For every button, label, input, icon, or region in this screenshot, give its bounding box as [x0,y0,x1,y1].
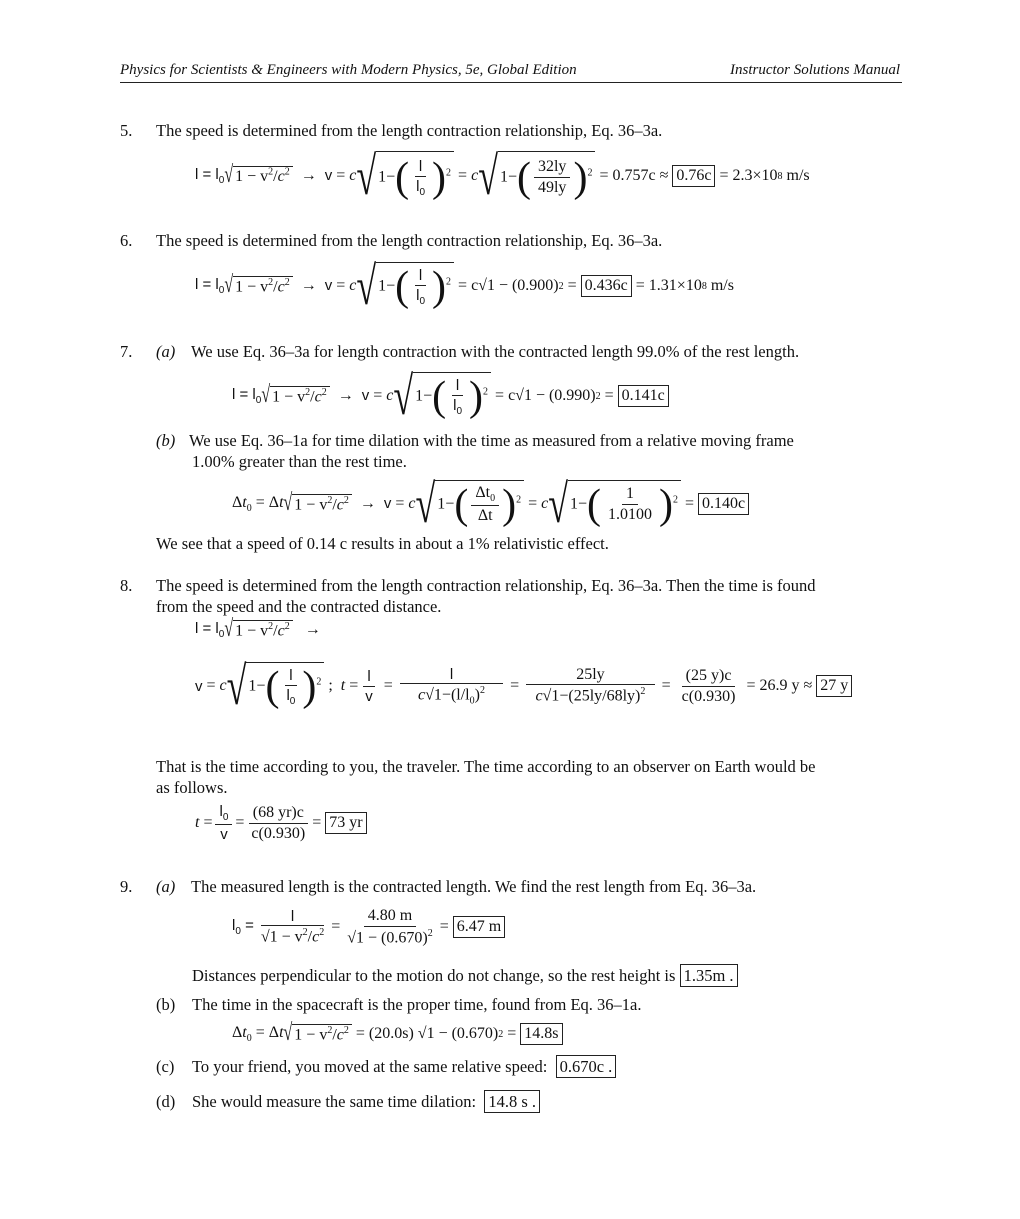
header-book-title: Physics for Scientists & Engineers with Modern Physics, 5e, Global Edition [120,62,577,78]
p8-num-expr: (25 y)c [682,667,736,687]
p5-frac-den: 49ly [537,179,567,196]
p7-conclusion: We see that a speed of 0.14 c results in about a 1% relativistic effect. [156,534,609,553]
p9a-equation: $l_0$ = $\frac{l}{√1 - v^2/c^2}$ = $\frac{4.80 m}{√1 - (0.670)^2}$ = 6.47 m [232,898,505,956]
p9c-label: (c) [156,1057,175,1076]
p8-answer-box: 27 y [816,675,852,697]
problem-6-number: 6. [120,231,133,250]
problem-5-text: The speed is determined from the length contraction relationship, Eq. 36–3a. [156,121,663,140]
p7b-answer-box: 0.140c [698,493,749,515]
p9b-equation: $\Delta t_0 = \Delta t$ √ $1 - v^2/c^2$ = (20.0s) √1 − (0.670) 2 = 14.8s [232,1020,563,1048]
problem-5-number: 5. [120,121,133,140]
p8-result: = 26.9 y ≈ [746,677,813,694]
problem-9-number: 9. [120,877,133,896]
problem-5-equation: $l = l_0$ √ $1 - v^2/c^2$ → v = c √ 1−( $\frac{l}{l_0}$ )$^2$ = c √ 1−( $\frac{32ly}{49ly}$ )$^2$ = 0.757c ≈ 0.76c = 2.3×10 8 m/s [195,146,810,206]
p9a-answer-box: 6.47 m [453,916,505,938]
p8-text-line3: That is the time according to you, the traveler. The time according to an observer on Earth would be [156,757,816,776]
problem-8-number: 8. [120,576,133,595]
p9a-text2: Distances perpendicular to the motion do not change, so the rest height is 1.35m . [192,966,738,986]
p8-text-line2: from the speed and the contracted distance. [156,597,442,616]
problem-7-number: 7. [120,342,133,361]
p7a-label: (a) [156,342,176,361]
problem-7a-equation: $l = l_0$ √ $1 - v^2/c^2$ → v = c √ 1−( $\frac{l}{l_0}$ )$^2$ = c√1 − (0.990) 2 = 0.141c [232,368,669,424]
p7a-answer-box: 0.141c [618,385,669,407]
p9a-height-box: 1.35m . [680,964,738,987]
p8-earth-equation: t = $\frac{l_0}{v}$ = $\frac{(68 yr)c}{c(0.930)}$ = 73 yr [195,797,367,849]
p7b-text-line2: 1.00% greater than the rest time. [192,452,407,471]
p5-result-b: = 2.3×10 [719,167,778,184]
p9b-label: (b) [156,995,176,1014]
p9d-answer-box: 14.8 s . [484,1090,540,1113]
p9d-label: (d) [156,1092,176,1111]
p9c-text: To your friend, you moved at the same relative speed: 0.670c . [192,1057,616,1077]
p6-inner: = c√1 − (0.900) [458,277,559,294]
page-header [120,62,902,83]
p8-eq-line1: $l = l_0$ √ $1 - v^2/c^2$ → [195,616,321,643]
p5-frac-num: 32ly [534,158,570,178]
p9d-text: She would measure the same time dilation: 14.8 s . [192,1092,540,1112]
p6-answer-box: 0.436c [581,275,632,297]
p9b-text: The time in the spacecraft is the proper time, found from Eq. 36–1a. [192,995,642,1014]
p6-unit: m/s [710,277,734,294]
p8-earth-answer-box: 73 yr [325,812,366,834]
p9a-text: The measured length is the contracted length. We find the rest length from Eq. 36–3a. [191,877,757,896]
problem-7b-equation: $\Delta t_0 = \Delta t$ √ $1 - v^2/c^2$ → v = c √ 1−( $\frac{\Delta t_0}{\Delta t}$ )$^2$ = c √ 1−( $\frac{1}{1.0100}$ )$^2$ = 0.140c [232,476,749,532]
p8-text-line1: The speed is determined from the length contraction relationship, Eq. 36–3a. Then the time is found [156,576,816,595]
p5-result-a: = 0.757c ≈ [599,167,669,184]
problem-6-equation: $l = l_0$ √ $1 - v^2/c^2$ → v = c √ 1−( $\frac{l}{l_0}$ )$^2$ = c√1 − (0.900) 2 = 0.436c = 1.31×10 8 m/s [195,256,734,316]
p6-result: = 1.31×10 [635,277,702,294]
p7a-text: We use Eq. 36–3a for length contraction with the contracted length 99.0% of the rest length. [191,342,800,361]
p7b-text-line1: We use Eq. 36–1a for time dilation with the time as measured from a relative moving frame [189,431,794,450]
header-manual-title: Instructor Solutions Manual [729,62,900,78]
p9c-answer-box: 0.670c . [556,1055,617,1078]
problem-6-text: The speed is determined from the length contraction relationship, Eq. 36–3a. [156,231,663,250]
p7b-label: (b) [156,431,176,450]
p8-eq-line2: v = c √ 1−( $\frac{l}{l_0}$ )$^2$ ; t = $\frac{l}{v}$ = $\frac{l}{c√1-(l/l_0)^2}$ = $\frac{25ly}{c√1-(25ly/68ly)^2}$ = $\frac{(25 y)c}{c(0.930)}$ = 26.9 y ≈ 27 y [195,648,852,724]
p8-den-expr: c(0.930) [681,687,736,705]
p7a-inner: = c√1 − (0.990) [495,387,596,404]
p5-answer-box: 0.76c [672,165,715,187]
p8-text-line4: as follows. [156,778,228,797]
p9a-label: (a) [156,877,176,896]
p5-unit: m/s [786,167,810,184]
p9b-answer-box: 14.8s [520,1023,562,1045]
